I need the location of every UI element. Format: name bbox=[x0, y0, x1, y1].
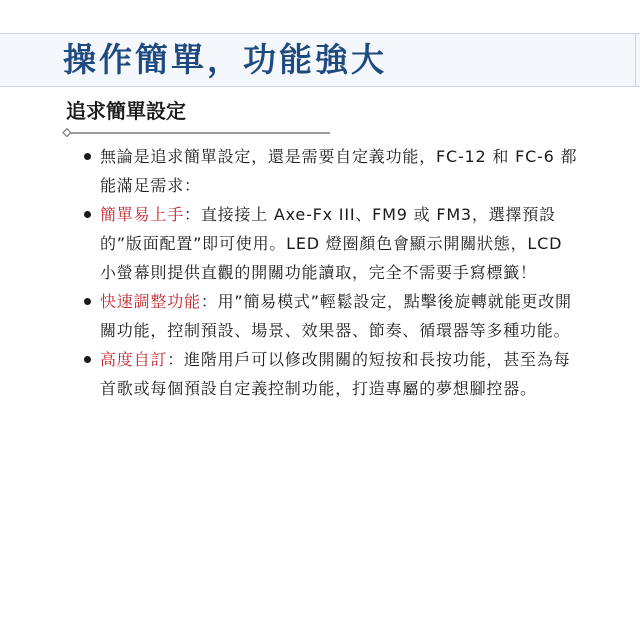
list-item-text: ：直接接上 Axe-Fx III、FM9 或 FM3，選擇預設的”版面配置”即可使用。LED 燈圈顏色會顯示開關狀態，LCD 小螢幕則提供直觀的開關功能讀取，完全不需要手寫標籤！ bbox=[100, 205, 563, 282]
title-banner-edge bbox=[635, 34, 636, 86]
divider-diamond-icon bbox=[63, 129, 71, 137]
bullet-dot-icon bbox=[84, 153, 91, 160]
page-title: 操作簡單，功能強大 bbox=[63, 40, 387, 79]
bullet-dot-icon bbox=[84, 298, 91, 305]
list-item bbox=[84, 287, 584, 345]
list-item-highlight: 簡單易上手 bbox=[100, 205, 185, 224]
list-item bbox=[84, 345, 584, 403]
section-divider bbox=[62, 127, 330, 139]
bullet-dot-icon bbox=[84, 211, 91, 218]
list-item-highlight: 快速調整功能 bbox=[100, 292, 201, 311]
list-item-text: 無論是追求簡單設定，還是需要自定義功能，FC-12 和 FC-6 都能滿足需求： bbox=[100, 147, 578, 195]
list-item bbox=[84, 200, 584, 287]
list-item-highlight: 高度自訂 bbox=[100, 350, 168, 369]
list-item-text: ：用”簡易模式”輕鬆設定，點擊後旋轉就能更改開關功能，控制預設、場景、效果器、節奏、循環器等多種功能。 bbox=[100, 292, 572, 340]
section-heading: 追求簡單設定 bbox=[66, 99, 186, 123]
list-item-text: ：進階用戶可以修改開關的短按和長按功能，甚至為每首歌或每個預設自定義控制功能，打造專屬的夢想腳控器。 bbox=[100, 350, 571, 398]
feature-list bbox=[84, 142, 584, 403]
list-item bbox=[84, 142, 584, 200]
bullet-dot-icon bbox=[84, 356, 91, 363]
